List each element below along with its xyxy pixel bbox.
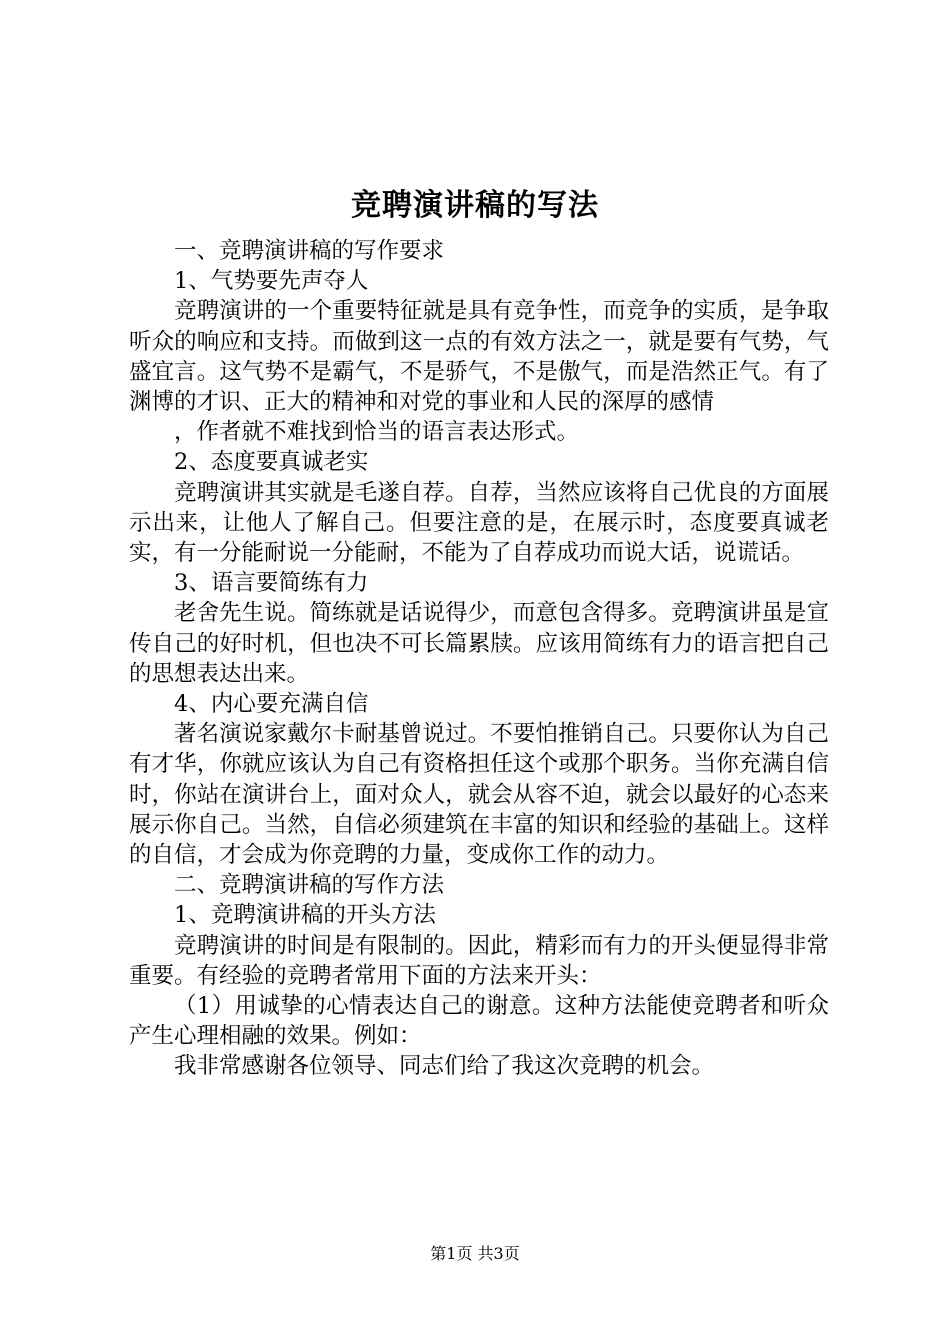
body-paragraph: 竞聘演讲其实就是毛遂自荐。自荐，当然应该将自己优良的方面展示出来，让他人了解自己。但要注意的是，在展示时，态度要真诚老实，有一分能耐说一分能耐，不能为了自荐成功而说大话，说谎话。	[129, 479, 829, 567]
subsection-heading: 3、语言要简练有力	[174, 570, 369, 597]
body-paragraph: 竞聘演讲的时间是有限制的。因此，精彩而有力的开头便显得非常重要。有经验的竞聘者常用下面的方法来开头：	[129, 932, 829, 989]
document-body	[129, 236, 829, 1082]
section-heading: 一、竞聘演讲稿的写作要求	[174, 238, 445, 264]
body-paragraph: 我非常感谢各位领导、同志们给了我这次竞聘的机会。	[174, 1053, 715, 1080]
body-paragraph: 著名演说家戴尔卡耐基曾说过。不要怕推销自己。只要你认为自己有才华，你就应该认为自己有资格担任这个或那个职务。当你充满自信时，你站在演讲台上，面对众人，就会从容不迫，就会以最好的心态来展示你自己。当然，自信必须建筑在丰富的知识和经验的基础上。这样的自信，才会成为你竞聘的力量，变成你工作的动力。	[129, 721, 829, 869]
page-footer: 第1页 共3页	[430, 1244, 520, 1263]
body-paragraph: ，作者就不难找到恰当的语言表达形式。	[174, 419, 580, 446]
document-title: 竞聘演讲稿的写法	[351, 188, 599, 223]
body-paragraph: 竞聘演讲的一个重要特征就是具有竞争性，而竞争的实质，是争取听众的响应和支持。而做到这一点的有效方法之一，就是要有气势，气盛宜言。这气势不是霸气，不是骄气，不是傲气，而是浩然正气。有了渊博的才识、正大的精神和对党的事业和人民的深厚的感情	[129, 298, 829, 416]
body-paragraph: 老舍先生说。简练就是话说得少，而意包含得多。竞聘演讲虽是宣传自己的好时机，但也决不可长篇累牍。应该用简练有力的语言把自己的思想表达出来。	[129, 600, 829, 687]
subsection-heading: 2、态度要真诚老实	[174, 449, 369, 476]
body-paragraph: （1）用诚挚的心情表达自己的谢意。这种方法能使竞聘者和听众产生心理相融的效果。例如：	[129, 993, 829, 1050]
section-heading: 二、竞聘演讲稿的写作方法	[174, 872, 445, 899]
subsection-heading: 1、竞聘演讲稿的开头方法	[174, 902, 436, 929]
subsection-heading: 1、气势要先声夺人	[174, 268, 369, 295]
subsection-heading: 4、内心要充满自信	[174, 691, 369, 718]
